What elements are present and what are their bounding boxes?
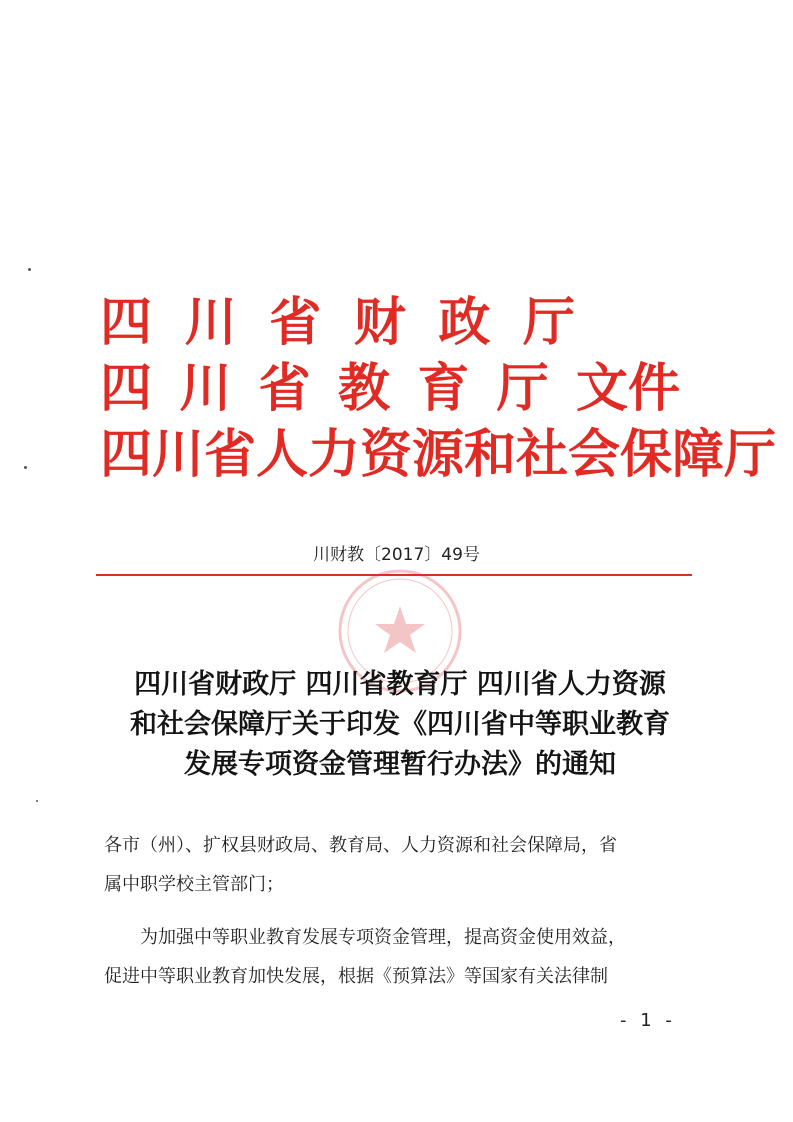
document-number: 川财教〔2017〕49号 xyxy=(313,545,480,565)
scan-speck xyxy=(24,466,27,469)
masthead-wenjian: 文件 xyxy=(575,359,680,419)
page-number: - 1 - xyxy=(620,1010,676,1031)
masthead-char: 省 xyxy=(258,359,311,419)
masthead-line-hr xyxy=(100,422,777,488)
notice-body xyxy=(104,826,694,996)
body-paragraph-line: 促进中等职业教育加快发展，根据《预算法》等国家有关法律制 xyxy=(104,966,608,987)
masthead-char: 川 xyxy=(179,359,232,419)
addressee-line: 属中职学校主管部门； xyxy=(104,874,284,895)
masthead-char: 育 xyxy=(417,359,470,419)
masthead-char: 四 xyxy=(100,359,153,419)
addressee-line: 各市（州）、扩权县财政局、教育局、人力资源和社会保障局，省 xyxy=(104,835,617,856)
title-line: 和社会保障厅关于印发《四川省中等职业教育 xyxy=(130,709,670,740)
masthead-text: 四川省人力资源和社会保障厅 xyxy=(100,425,777,485)
masthead-char: 厅 xyxy=(522,293,575,353)
scan-speck xyxy=(36,800,38,802)
masthead-char: 四 xyxy=(100,293,153,353)
masthead-line-education xyxy=(100,356,680,422)
red-masthead xyxy=(100,290,777,488)
body-paragraph-line: 为加强中等职业教育发展专项资金管理，提高资金使用效益， xyxy=(140,927,626,948)
masthead-line-finance xyxy=(100,290,575,356)
masthead-char: 政 xyxy=(438,293,491,353)
notice-title xyxy=(100,665,700,785)
title-line: 发展专项资金管理暂行办法》的通知 xyxy=(184,749,616,780)
masthead-char: 财 xyxy=(353,293,406,353)
title-line: 四川省财政厅 四川省教育厅 四川省人力资源 xyxy=(134,669,666,700)
masthead-char: 川 xyxy=(184,293,237,353)
masthead-char: 省 xyxy=(269,293,322,353)
masthead-char: 厅 xyxy=(496,359,549,419)
masthead-char: 教 xyxy=(337,359,390,419)
scan-speck xyxy=(28,268,31,271)
